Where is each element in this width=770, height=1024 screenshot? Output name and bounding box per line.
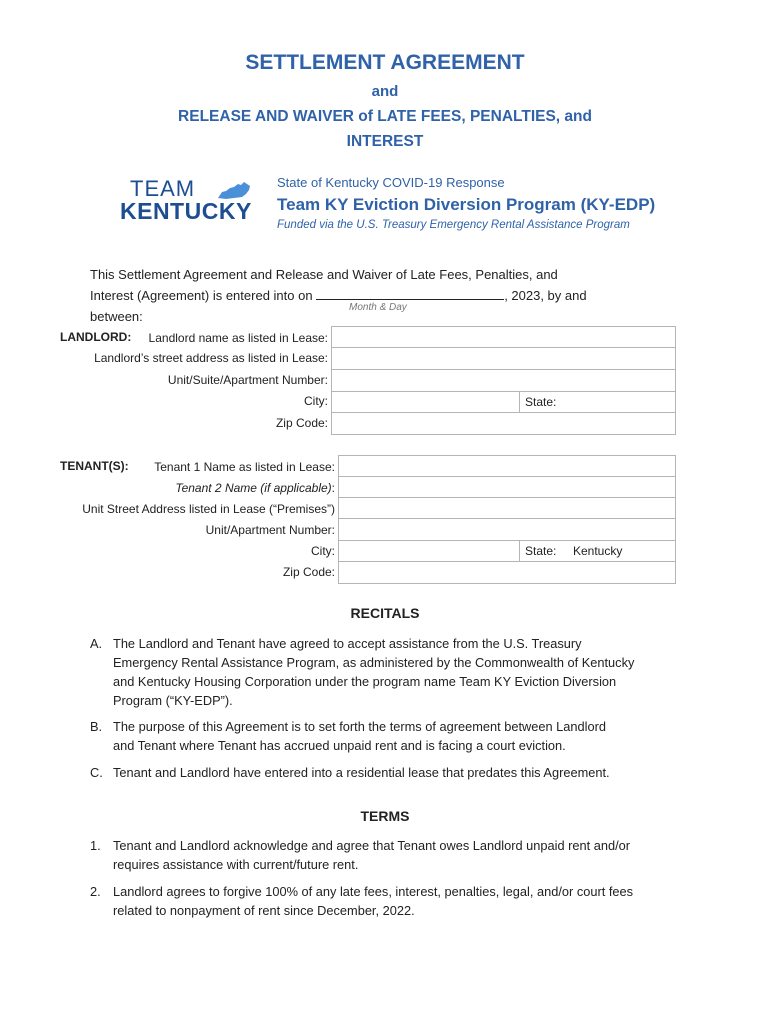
recital-c-line1: Tenant and Landlord have entered into a residential lease that predates this Agreement.	[113, 765, 610, 780]
term-marker: 2.	[90, 884, 101, 899]
term-2-line2: related to nonpayment of rent since December, 2022.	[113, 903, 415, 918]
funding-text: Funded via the U.S. Treasury Emergency Rental Assistance Program	[277, 219, 630, 231]
terms-heading: TERMS	[360, 808, 410, 824]
tenant2-name-label-row	[175, 481, 335, 495]
landlord-heading: LANDLORD:	[60, 330, 132, 344]
document-subtitle-line2: INTEREST	[346, 133, 424, 150]
tenant-zip-label: Zip Code:	[282, 565, 335, 579]
title-and: and	[371, 83, 399, 100]
landlord-name-field[interactable]	[332, 327, 675, 348]
recital-a-line4: Program (“KY-EDP”).	[113, 693, 233, 708]
landlord-state-field[interactable]	[564, 392, 674, 412]
team-kentucky-logo	[120, 176, 262, 228]
intro-line1: This Settlement Agreement and Release and Waiver of Late Fees, Penalties, and	[90, 267, 558, 282]
premises-address-field[interactable]	[339, 498, 675, 519]
landlord-unit-field[interactable]	[332, 370, 675, 392]
tenant2-name-colon: :	[331, 481, 335, 495]
tenant2-name-field[interactable]	[339, 477, 675, 498]
tenant-fields-grid	[338, 455, 676, 584]
landlord-city-state-divider	[519, 392, 520, 412]
tenant-heading: TENANT(S):	[60, 459, 129, 473]
document-title: SETTLEMENT AGREEMENT	[245, 51, 525, 74]
tenant-city-field[interactable]	[339, 541, 519, 561]
intro-line2-post: , 2023, by and	[504, 288, 587, 303]
tenant-zip-field[interactable]	[339, 562, 675, 583]
term-1-line2: requires assistance with current/future rent.	[113, 857, 359, 872]
tenant-city-state-row	[339, 541, 675, 562]
intro-paragraph	[90, 264, 630, 327]
landlord-address-label: Landlord’s street address as listed in Lease:	[94, 351, 328, 365]
recitals-heading: RECITALS	[350, 605, 420, 621]
landlord-city-label: City:	[304, 394, 328, 408]
program-name: Team KY Eviction Diversion Program (KY-EDP)	[277, 195, 656, 214]
landlord-unit-label: Unit/Suite/Apartment Number:	[167, 373, 328, 387]
date-hint: Month & Day	[349, 302, 407, 313]
logo-kentucky-text: KENTUCKY	[120, 198, 252, 224]
agreement-date-field[interactable]	[316, 287, 504, 300]
landlord-city-field[interactable]	[332, 392, 519, 412]
term-1-line1: Tenant and Landlord acknowledge and agree that Tenant owes Landlord unpaid rent and/or	[113, 838, 631, 853]
landlord-zip-field[interactable]	[332, 413, 675, 434]
tenant-unit-label: Unit/Apartment Number:	[205, 523, 335, 537]
recital-marker: A.	[90, 636, 103, 651]
tenant-city-state-divider	[519, 541, 520, 561]
logo-team-text: TEAM	[130, 176, 196, 201]
document-subtitle-line1: RELEASE AND WAIVER of LATE FEES, PENALTIES, and	[178, 108, 592, 125]
recital-a-line3: and Kentucky Housing Corporation under the program name Team KY Eviction Diversion	[113, 674, 617, 689]
intro-line2-pre: Interest (Agreement) is entered into on	[90, 288, 317, 303]
tenant-city-label: City:	[311, 544, 335, 558]
term-marker: 1.	[90, 838, 101, 853]
landlord-name-label: Landlord name as listed in Lease:	[148, 331, 328, 345]
tenant-unit-field[interactable]	[339, 519, 675, 541]
landlord-fields-grid	[331, 326, 676, 435]
landlord-city-state-row	[332, 392, 675, 413]
landlord-address-field[interactable]	[332, 348, 675, 370]
state-response-text: State of Kentucky COVID-19 Response	[277, 175, 505, 190]
recital-a-line2: Emergency Rental Assistance Program, as administered by the Commonwealth of Kentucky	[113, 655, 635, 670]
tenant1-name-label: Tenant 1 Name as listed in Lease:	[154, 460, 335, 474]
recital-a-line1: The Landlord and Tenant have agreed to accept assistance from the U.S. Treasury	[113, 636, 582, 651]
tenant2-name-label: Tenant 2 Name (if applicable)	[175, 481, 332, 495]
term-2-line1: Landlord agrees to forgive 100% of any late fees, interest, penalties, legal, and/or court fees	[113, 884, 634, 899]
tenant1-name-field[interactable]	[339, 456, 675, 477]
recital-b-line2: and Tenant where Tenant has accrued unpaid rent and is facing a court eviction.	[113, 738, 566, 753]
landlord-state-label: State:	[525, 395, 557, 409]
recital-marker: B.	[90, 719, 103, 734]
tenant-state-label: State:	[525, 544, 557, 558]
recital-marker: C.	[90, 765, 103, 780]
recital-b-line1: The purpose of this Agreement is to set forth the terms of agreement between Landlord	[113, 719, 606, 734]
intro-line3: between:	[90, 309, 143, 324]
tenant-state-value[interactable]: Kentucky	[573, 544, 623, 558]
premises-address-label: Unit Street Address listed in Lease (“Premises”)	[82, 502, 335, 516]
landlord-zip-label: Zip Code:	[275, 416, 328, 430]
